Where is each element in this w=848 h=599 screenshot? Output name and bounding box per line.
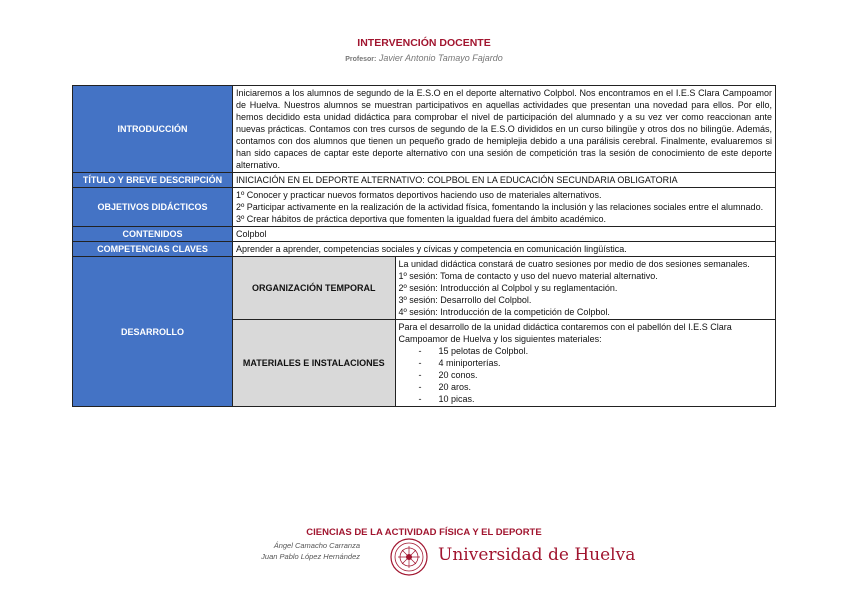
row-contenidos xyxy=(73,227,776,242)
text-introduccion: Iniciaremos a los alumnos de segundo de la E.S.O en el deporte alternativo Colpbol. Nos encontramos en el I.E.S Clara Campoamor de Huelva. Nuestros alumnos se muestran participativos en aquellas actividades que presentan una novedad para ellos. Por ello, hemos decidido esta unidad didáctica para comprobar el nivel de participación del alumnado y a su vez ver como reaccionan ante nuevas prácticas. Contamos con tres cursos de segundo de la E.S.O divididos en un curso bilingüe y otros dos no bilingüe. Además, contamos con dos alumnos que tienen un pequeño grado de hemiplejia debido a una parálisis cerebral. Finalmente, evaluaremos si han sido capaces de captar este deporte alternativo con una sesión de competición tras la sesión de conocimiento de este deporte alternativo. xyxy=(233,86,776,173)
row-titulo xyxy=(73,173,776,188)
organizacion-line-3: 2º sesión: Introducción al Colpbol y su reglamentación. xyxy=(398,283,618,293)
document-title: INTERVENCIÓN DOCENTE xyxy=(357,37,491,49)
label-titulo: TÍTULO Y BREVE DESCRIPCIÓN xyxy=(73,173,233,188)
text-organizacion xyxy=(395,257,775,320)
objetivo-1: 1º Conocer y practicar nuevos formatos deportivos haciendo uso de materiales alternativos. xyxy=(236,190,602,200)
text-objetivos xyxy=(233,188,776,227)
label-competencias: COMPETENCIAS CLAVES xyxy=(73,242,233,257)
university-seal-icon xyxy=(390,538,428,576)
text-titulo: INICIACIÓN EN EL DEPORTE ALTERNATIVO: COLPBOL EN LA EDUCACIÓN SECUNDARIA OBLIGATORIA xyxy=(233,173,776,188)
desarrollo-table xyxy=(233,257,775,406)
material-item: - 15 pelotas de Colpbol. xyxy=(419,345,773,357)
row-materiales xyxy=(233,320,775,407)
desarrollo-cell xyxy=(233,257,776,407)
university-logo: Universidad de Huelva xyxy=(438,545,636,565)
label-objetivos: OBJETIVOS DIDÁCTICOS xyxy=(73,188,233,227)
label-introduccion: INTRODUCCIÓN xyxy=(73,86,233,173)
label-contenidos: CONTENIDOS xyxy=(73,227,233,242)
row-competencias xyxy=(73,242,776,257)
materiales-intro: Para el desarrollo de la unidad didáctica contaremos con el pabellón del I.E.S Clara Campoamor de Huelva y los siguientes materiales: xyxy=(398,322,732,344)
organizacion-line-4: 3º sesión: Desarrollo del Colpbol. xyxy=(398,295,532,305)
label-materiales: MATERIALES E INSTALACIONES xyxy=(233,320,395,407)
row-objetivos xyxy=(73,188,776,227)
materiales-list xyxy=(399,345,773,405)
professor-name: Javier Antonio Tamayo Fajardo xyxy=(378,53,503,63)
row-introduccion xyxy=(73,86,776,173)
organizacion-line-2: 1º sesión: Toma de contacto y uso del nuevo material alternativo. xyxy=(398,271,658,281)
label-desarrollo: DESARROLLO xyxy=(73,257,233,407)
professor-label: Profesor: xyxy=(345,56,377,63)
author-2: Juan Pablo López Hernández xyxy=(261,552,360,561)
row-desarrollo xyxy=(73,257,776,407)
text-contenidos: Colpbol xyxy=(233,227,776,242)
planning-table xyxy=(72,85,776,407)
objetivo-2: 2º Participar activamente en la realización de la actividad física, fomentando la inclusión y las relaciones sociales entre el alumnado. xyxy=(236,202,764,212)
material-item: - 10 picas. xyxy=(419,393,773,405)
objetivo-3: 3º Crear hábitos de práctica deportiva que fomenten la igualdad fuera del ámbito académico. xyxy=(236,214,607,224)
text-materiales xyxy=(395,320,775,407)
material-item: - 20 conos. xyxy=(419,369,773,381)
label-organizacion: ORGANIZACIÓN TEMPORAL xyxy=(233,257,395,320)
footer-title: CIENCIAS DE LA ACTIVIDAD FÍSICA Y EL DEPORTE xyxy=(306,527,542,538)
author-1: Ángel Camacho Carranza xyxy=(273,541,360,550)
professor-line xyxy=(0,53,848,63)
organizacion-line-1: La unidad didáctica constará de cuatro sesiones por medio de dos sesiones semanales. xyxy=(398,259,750,269)
organizacion-line-5: 4º sesión: Introducción de la competición de Colpbol. xyxy=(398,307,610,317)
text-competencias: Aprender a aprender, competencias sociales y cívicas y competencia en comunicación lingüística. xyxy=(233,242,776,257)
material-item: - 20 aros. xyxy=(419,381,773,393)
material-item: - 4 miniporterías. xyxy=(419,357,773,369)
row-organizacion xyxy=(233,257,775,320)
